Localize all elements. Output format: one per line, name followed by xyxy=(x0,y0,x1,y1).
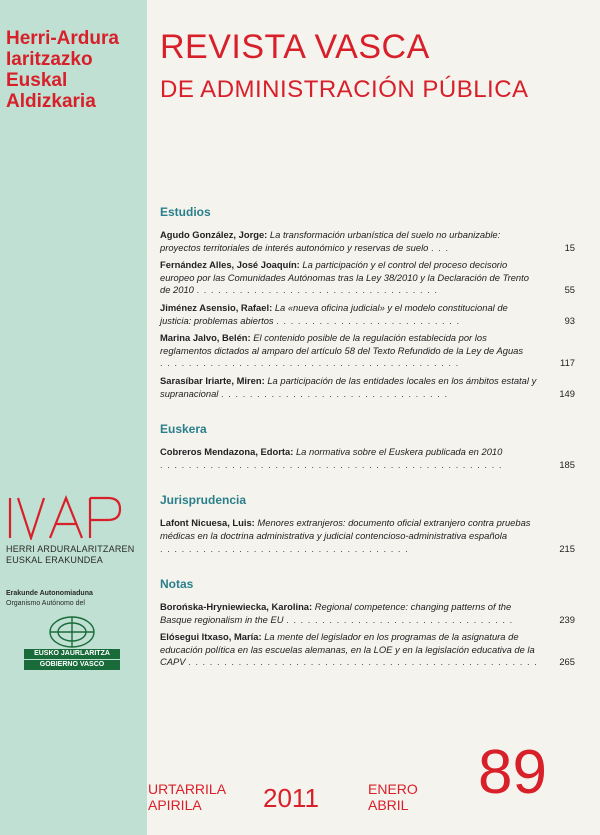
sidebar-title-line: Euskal xyxy=(6,70,68,91)
journal-title: REVISTA VASCA xyxy=(160,28,430,66)
org-name-line: EUSKAL ERAKUNDEA xyxy=(6,555,103,565)
entry-page: 15 xyxy=(564,241,575,253)
months-basque xyxy=(148,781,226,813)
toc-entry xyxy=(160,375,575,400)
toc-entry xyxy=(160,302,575,327)
entry-author: Jiménez Asensio, Rafael: xyxy=(160,301,273,313)
toc-section xyxy=(160,205,575,400)
toc-section xyxy=(160,577,575,669)
seal-label: GOBIERNO VASCO xyxy=(24,660,120,670)
month-label: URTARRILA xyxy=(148,781,227,797)
entry-page: 215 xyxy=(559,542,575,554)
ivap-logo xyxy=(6,494,126,540)
entry-author: Fernández Alles, José Joaquín: xyxy=(160,259,300,271)
leader-dots: . . . . . . . . . . . . . . . . . . . . . . . . . . . . . . . . . . . . . . . . . . . . . . . . xyxy=(160,458,503,470)
government-seal xyxy=(24,615,120,671)
entry-author: Sarasíbar Iriarte, Miren: xyxy=(160,374,265,386)
toc-entry xyxy=(160,446,575,471)
entry-author: Marina Jalvo, Belén: xyxy=(160,332,251,344)
entry-title: Regional competence: changing patterns of the Basque regionalism in the EU xyxy=(160,601,512,625)
month-label: APIRILA xyxy=(148,797,202,813)
month-label: ENERO xyxy=(368,781,418,797)
entry-title: La mente del legislador en los programas de la asignatura de educación política en las escuelas alemanas, en la LOE y en la legislación educativa de la CAPV xyxy=(160,631,535,668)
toc-entry xyxy=(160,601,575,626)
sidebar xyxy=(0,0,147,835)
autonomous-label: Erakunde Autonomiaduna xyxy=(6,590,93,597)
sidebar-title xyxy=(6,28,119,112)
entry-title: La transformación urbanística del suelo no urbanizable: proyectos territoriales de interés autonómico y reservas de suelo xyxy=(160,229,501,253)
sidebar-title-line: Herri-Ardura xyxy=(6,28,119,49)
issue-number: 89 xyxy=(478,738,547,807)
table-of-contents xyxy=(160,205,575,691)
sidebar-title-line: Aldizkaria xyxy=(6,91,96,112)
toc-entry xyxy=(160,229,575,254)
toc-entry xyxy=(160,517,575,555)
leader-dots: . . . . . . . . . . . . . . . . . . . . . . . . . . . . . . . . xyxy=(220,387,449,399)
entry-page: 55 xyxy=(564,284,575,296)
leader-dots: . . . . . . . . . . . . . . . . . . . . . . . . . . . . . . . . . . . xyxy=(160,542,409,554)
entry-title: Menores extranjeros: documento oficial extranjero contra pruebas médicas en la doctrina administrativa y judicial contencioso-administrativa española xyxy=(160,517,531,541)
entry-page: 93 xyxy=(564,314,575,326)
toc-entry xyxy=(160,332,575,370)
entry-author: Elósegui Itxaso, María: xyxy=(160,631,262,643)
leader-dots: . . . . . . . . . . . . . . . . . . . . . . . . . . . . . . . . . . . . . . . . . . . . . . . . . xyxy=(188,656,538,668)
entry-author: Cobreros Mendazona, Edorta: xyxy=(160,446,294,458)
leader-dots: . . . . . . . . . . . . . . . . . . . . . . . . . . . . . . . . . . xyxy=(196,284,439,296)
toc-entry xyxy=(160,631,575,669)
entry-page: 265 xyxy=(559,656,575,668)
entry-page: 185 xyxy=(559,458,575,470)
entry-author: Agudo González, Jorge: xyxy=(160,229,268,240)
leader-dots: . . . . . . . . . . . . . . . . . . . . . . . . . . . . . . . . . . . . . . . . . . xyxy=(160,357,460,369)
autonomous-label: Organismo Autónomo del xyxy=(6,600,85,607)
toc-section xyxy=(160,493,575,555)
section-heading: Jurisprudencia xyxy=(160,493,247,508)
section-heading: Estudios xyxy=(160,205,211,219)
entry-page: 149 xyxy=(559,387,575,399)
journal-subtitle: DE ADMINISTRACIÓN PÚBLICA xyxy=(160,76,529,103)
leader-dots: . . . xyxy=(430,241,449,253)
leader-dots: . . . . . . . . . . . . . . . . . . . . . . . . . . xyxy=(276,314,461,326)
entry-author: Lafont Nicuesa, Luis: xyxy=(160,517,255,529)
entry-page: 117 xyxy=(560,357,575,369)
entry-title: La normativa sobre el Euskera publicada en 2010 xyxy=(295,446,503,458)
leader-dots: . . . . . . . . . . . . . . . . . . . . . . . . . . . . . . . . xyxy=(286,613,514,625)
entry-title: El contenido posible de la regulación establecida por los reglamentos dictados al amparo del artículo 58 del Texto Refundido de la Ley de Aguas xyxy=(160,332,524,356)
issue-year: 2011 xyxy=(263,783,319,813)
entry-title: La participación y el control del proceso decisorio europeo por las Comunidades Autónomas tras la Ley 38/2010 y la Declaración de Trento de 2010 xyxy=(160,259,529,296)
entry-title: La participación de las entidades locales en los ámbitos estatal y supranacional xyxy=(160,374,537,399)
entry-page: 239 xyxy=(559,613,575,625)
months-spanish xyxy=(368,781,418,813)
month-label: ABRIL xyxy=(368,797,409,813)
seal-label: EUSKO JAURLARITZA xyxy=(24,649,120,659)
section-heading: Euskera xyxy=(160,422,207,437)
sidebar-title-line: Iaritzazko xyxy=(6,49,93,70)
toc-entry xyxy=(160,259,575,297)
entry-author: Borońska-Hryniewiecka, Karolina: xyxy=(160,601,313,613)
section-heading: Notas xyxy=(160,577,194,592)
entry-title: La «nueva oficina judicial» y el modelo constitucional de justicia: problemas abiertos xyxy=(160,301,508,326)
org-name-line: HERRI ARDURALARITZAREN xyxy=(6,544,135,554)
toc-section xyxy=(160,422,575,471)
